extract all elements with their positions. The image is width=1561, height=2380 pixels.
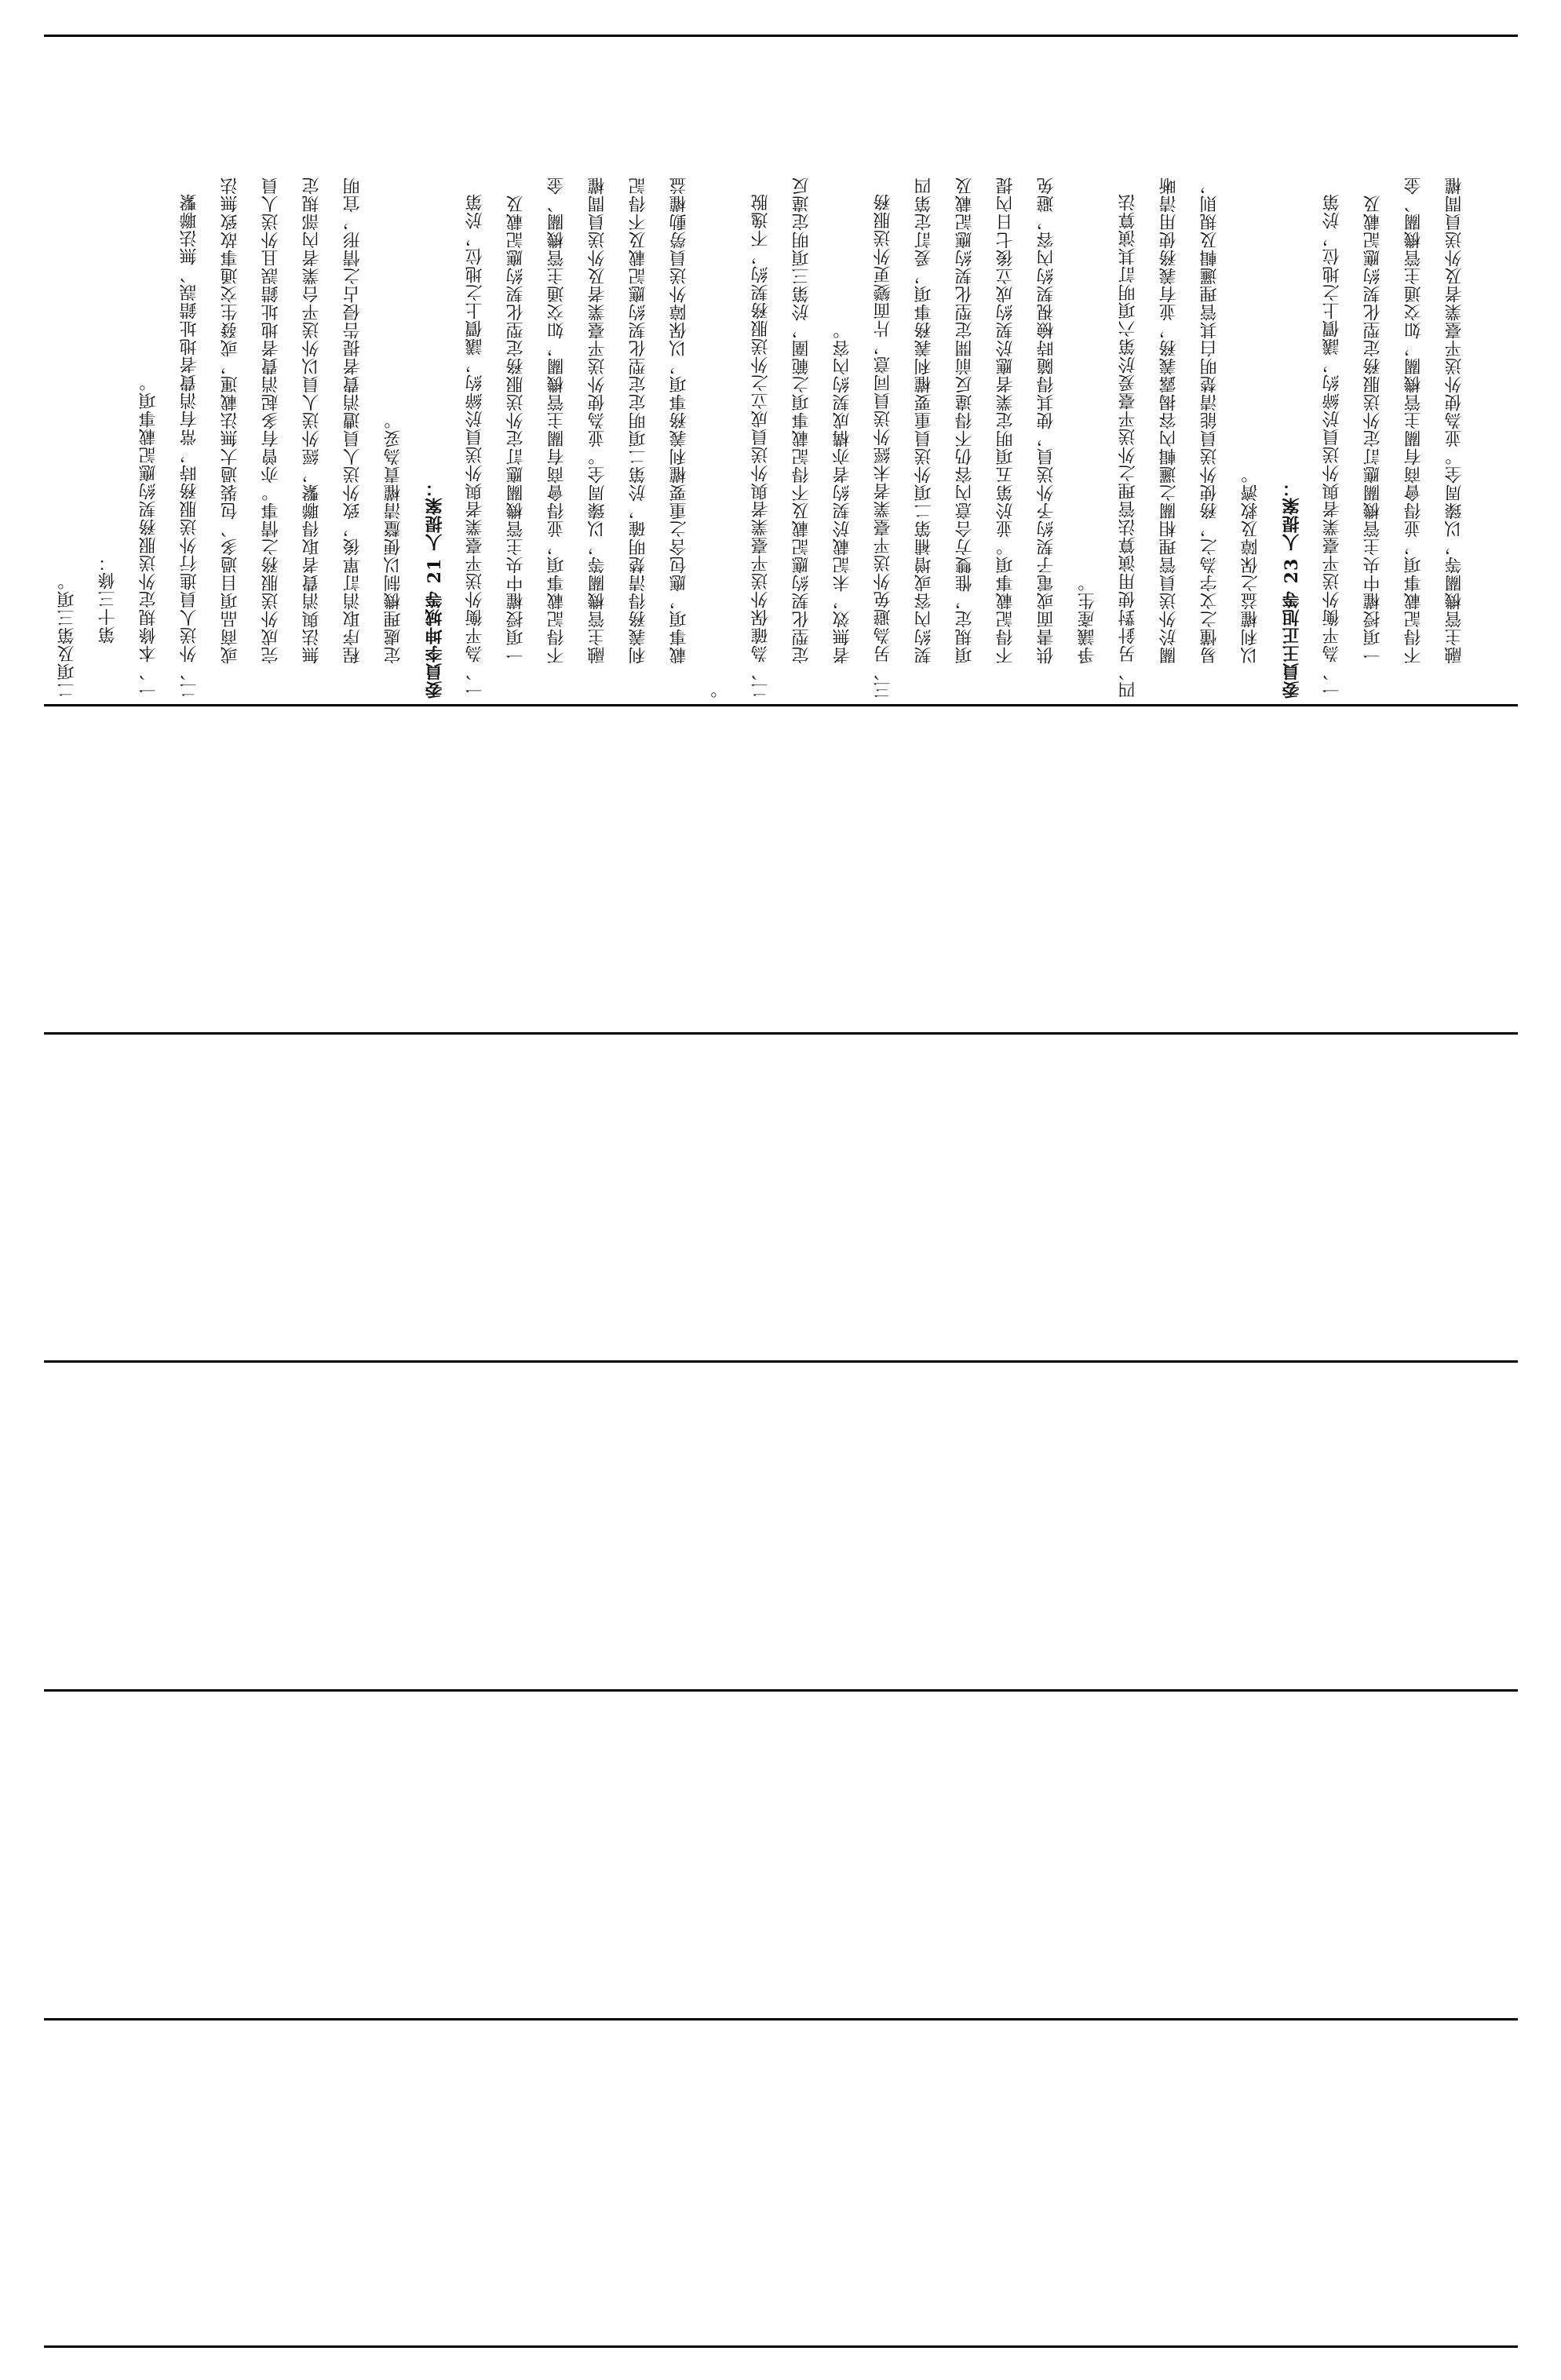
text-line: 融主管機關等，以臻周全。並為使外送平臺業者及外送員間權 [1445, 177, 1464, 664]
text-line: 三、另為避免外送平臺業者未經外送員同意，片面變更外送服務 [874, 193, 893, 699]
text-line: 定型化契約應記載及不得記載事項之範圍，於第三項明定違反 [792, 177, 812, 664]
text-line: 二、外送人員進行外送服務時，常有消費者地址錯誤、無法聯繫 [180, 193, 199, 699]
text-line: 供書面或電子契約予外送員，使其得隨時檢視契約內容，避免 [1037, 177, 1056, 664]
text-line: 或商品項目過多、包裝過大無法載運，或發生交通事故致無法 [221, 177, 240, 664]
table-rule [44, 1689, 1518, 1692]
table-rule [44, 1360, 1518, 1363]
table-rule [44, 704, 1518, 706]
text-line: 契約內容或增補第二項外送員重要權利義務事項，爰訂定第四 [914, 177, 934, 664]
text-line: 不得記載事項，並得會商有關主管機關，如交通主管機關、金 [547, 177, 567, 664]
text-line: 利義務得清楚明確，於第二項明定定型化契約應記載及不得記 [629, 177, 648, 664]
text-line: 項規定，惟雙方合意內容仍不得違反前開定型化契約應記載及 [955, 177, 975, 664]
text-line: 融主管機關等，以臻周全。並為使外送平臺業者及外送員間權 [588, 177, 607, 664]
text-line: 以利權益之保障及救濟。 [1241, 465, 1260, 664]
text-line: 二、為確保外送平臺業者與外送員成立之外送服務契約，不逸脫 [751, 193, 771, 699]
text-line: 程序取消訂單後，致外送人員遭消費者提告侵占之情形，宜明 [343, 177, 363, 664]
table-rule [44, 2345, 1518, 2348]
text-line: 。 [710, 681, 730, 699]
text-line: 爭議產生。 [1078, 574, 1097, 664]
text-line: 一、為平衡外送平臺業者與外送員於締約，議價上之地位，於第 [1322, 193, 1342, 699]
text-line: 者無效，未記載於契約者亦構成契約內容。 [833, 321, 852, 664]
proposal-heading: 委員李坤城等 21 人提案： [425, 479, 445, 699]
text-line: 完成外送服務之情事。亦曾有多起消費者地址錯誤且外送人員 [261, 177, 281, 664]
text-line: 四、另針對使用演算法管理之外送平臺爰於第六項明訂其演算法 [1118, 193, 1138, 699]
text-line: 二項及第三項。 [57, 572, 77, 699]
text-line: 不得記載事項，並得會商有關主管機關，如交通主管機關、金 [1404, 177, 1424, 664]
text-line: 一項授權中央主管機關應訂定外送服務定型化契約應記載及 [1363, 195, 1383, 664]
text-line: 一、本條規定外送服務契約應記載事項。 [139, 374, 159, 699]
text-line: 不得記載事項。並於第五項明定業者應於契約成立後七日內提 [996, 177, 1016, 664]
text-line: 載事項，應包含之重要權利義務事項，以保障外送員勞動權益 [669, 177, 689, 664]
table-rule [44, 1032, 1518, 1035]
vertical-text-block [47, 47, 1507, 699]
table-rule [44, 2018, 1518, 2020]
text-line: 易懂之文字為之，務使外送員能清楚明白其管理邏輯及規則， [1200, 177, 1220, 664]
text-line: 定處理機制以便釐清權責為妥。 [384, 411, 403, 664]
text-line: 無法與消費者取得聯繫，經外送人員以外送平台業者內部規定 [302, 177, 322, 664]
text-line: 關於外送員管理相關之邏輯內容揭露義務，並有義務使用清晰 [1159, 177, 1179, 664]
table-rule [44, 35, 1518, 37]
text-line: 一項授權中央主管機關應訂定外送服務定型化契約應記載及 [506, 195, 526, 664]
proposal-heading: 委員王正旭等 23 人提案： [1282, 479, 1302, 699]
text-line: 第十三條： [98, 553, 118, 644]
text-line: 一、為平衡外送平臺業者與外送員於締約，議價上之地位，於第 [465, 193, 485, 699]
